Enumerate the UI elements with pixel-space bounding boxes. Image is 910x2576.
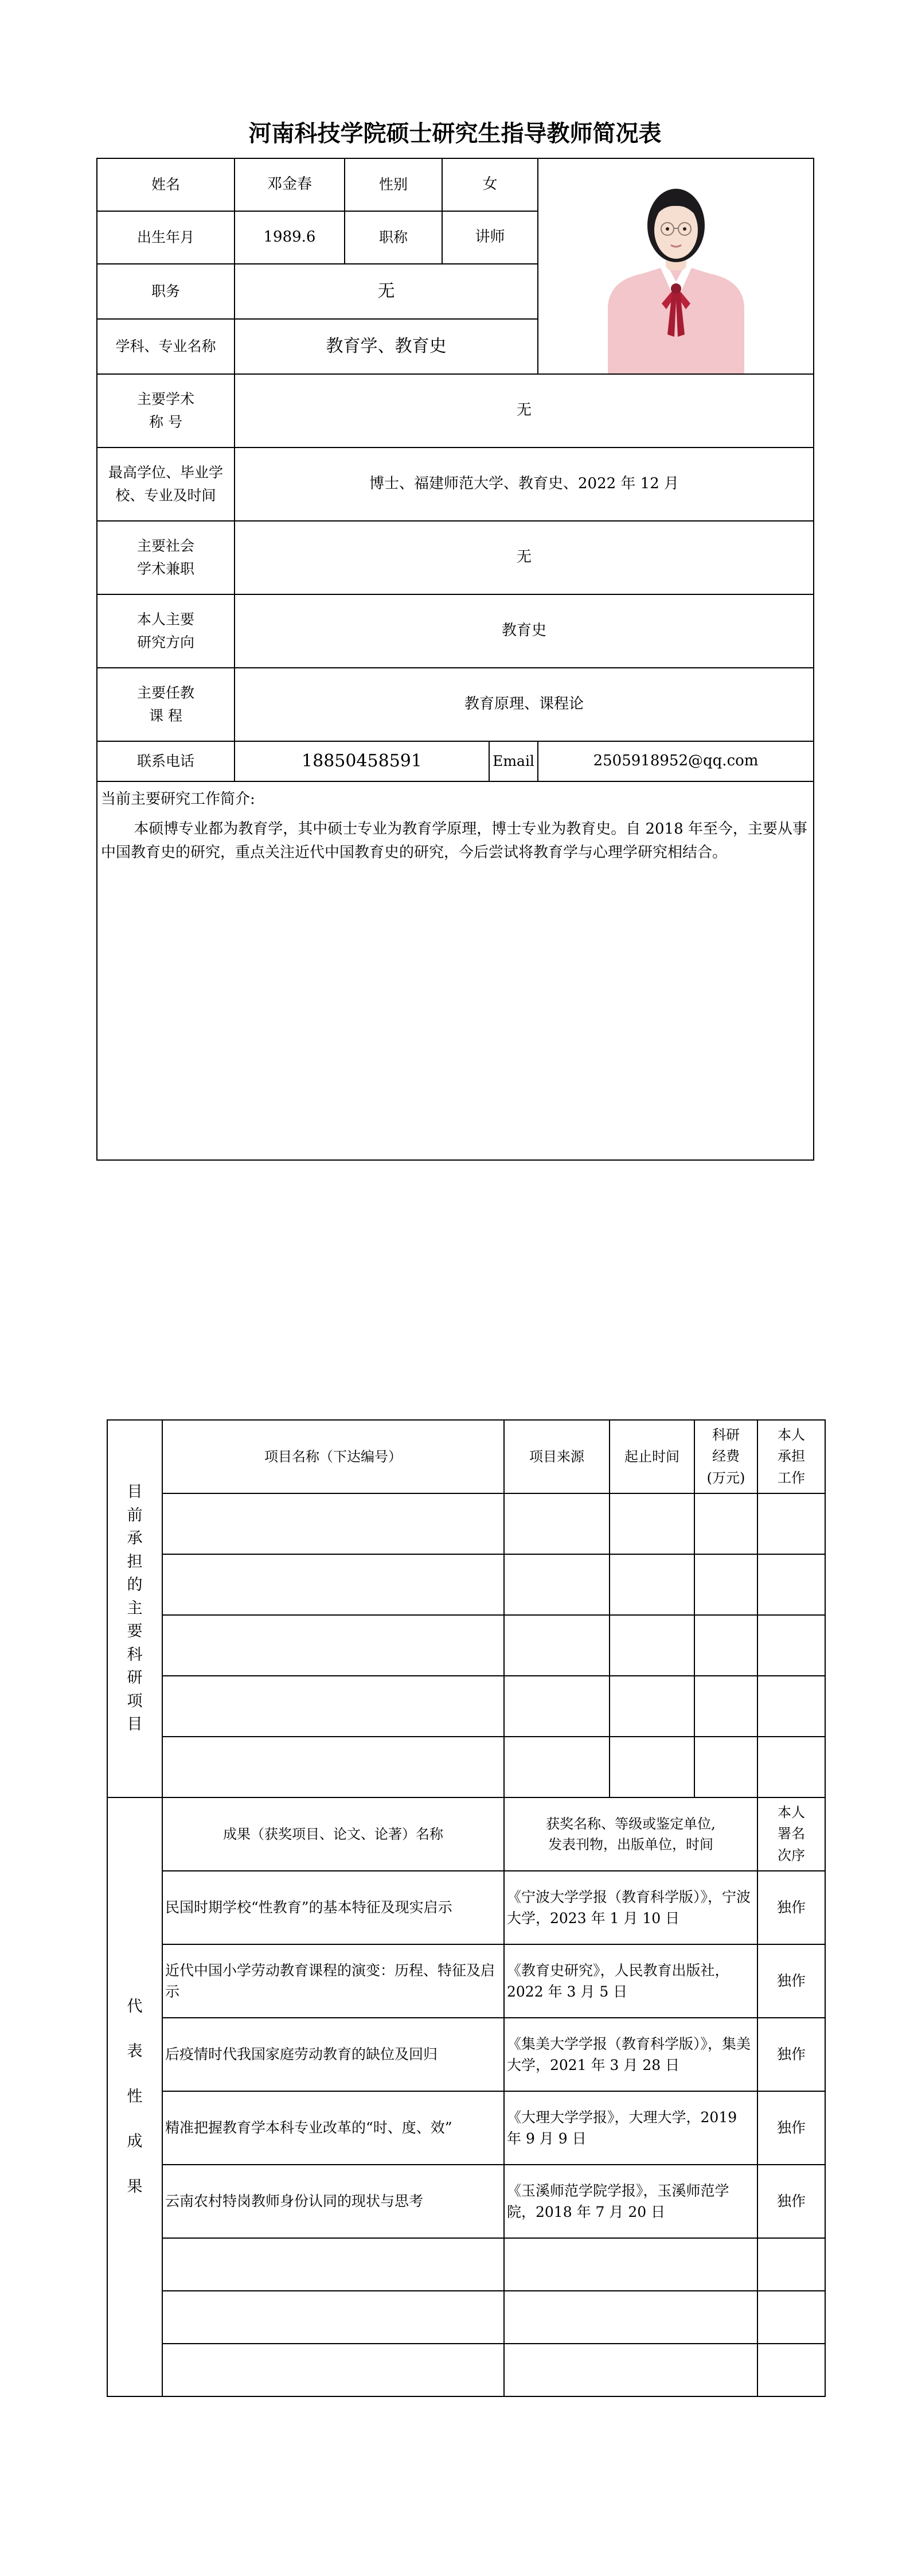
direction-label-line1: 本人主要 <box>136 611 194 628</box>
position-label: 职务 <box>97 264 235 319</box>
achievement-name: 近代中国小学劳动教育课程的演变：历程、特征及启示 <box>162 1944 504 2018</box>
degree-label <box>97 448 235 521</box>
achievement-order: 独作 <box>757 1944 825 2018</box>
projects-label-char: 目 <box>127 1715 143 1734</box>
achievement-row-empty <box>107 2344 825 2396</box>
social-value: 无 <box>235 521 814 594</box>
role-header-line: 承担 <box>778 1448 805 1465</box>
funding-header-line: (万元) <box>706 1469 745 1486</box>
achievement-detail: 《玉溪师范学院学报》，玉溪师范学院，2018 年 7 月 20 日 <box>504 2165 757 2238</box>
achievement-row <box>107 2091 825 2165</box>
role-header-line: 本人 <box>778 1427 805 1443</box>
achievement-row-empty <box>107 2238 825 2291</box>
academic-title-value: 无 <box>235 374 814 448</box>
projects-header-source: 项目来源 <box>504 1420 610 1493</box>
projects-label-char: 目 <box>127 1483 143 1501</box>
achievement-name: 后疫情时代我国家庭劳动教育的缺位及回归 <box>162 2018 504 2091</box>
achievement-name: 云南农村特岗教师身份认同的现状与思考 <box>162 2165 504 2238</box>
document-title: 河南科技学院硕士研究生指导教师简况表 <box>248 120 662 147</box>
birth-label: 出生年月 <box>97 211 235 264</box>
projects-header-funding <box>694 1420 757 1493</box>
academic-title-label <box>97 374 235 448</box>
title-value: 讲师 <box>442 211 538 264</box>
projects-section-label <box>107 1420 162 1797</box>
major-value: 教育学、教育史 <box>235 319 538 374</box>
direction-label <box>97 594 235 668</box>
project-row <box>107 1615 825 1676</box>
achievement-detail: 《宁波大学学报（教育科学版）》，宁波大学，2023 年 1 月 10 日 <box>504 1871 757 1944</box>
projects-label-char: 担 <box>127 1552 143 1571</box>
courses-value: 教育原理、课程论 <box>235 668 814 741</box>
name-value: 邓金春 <box>235 158 345 211</box>
portrait-photo <box>608 159 744 373</box>
achievement-row <box>107 1871 825 1944</box>
order-header-line: 本人 <box>778 1804 805 1821</box>
position-value: 无 <box>235 264 538 319</box>
achievement-row <box>107 2165 825 2238</box>
achievement-detail: 《教育史研究》，人民教育出版社，2022 年 3 月 5 日 <box>504 1944 757 2018</box>
projects-label-char: 要 <box>127 1622 143 1641</box>
courses-label <box>97 668 235 741</box>
projects-label-char: 主 <box>127 1599 143 1617</box>
projects-label-char: 研 <box>127 1669 143 1687</box>
direction-value: 教育史 <box>235 594 814 668</box>
detail-header-line: 发表刊物，出版单位，时间 <box>548 1836 713 1853</box>
achievements-label-char: 成 <box>127 2133 143 2151</box>
achievement-order: 独作 <box>757 1871 825 1944</box>
academic-title-label-line2: 称 号 <box>149 414 182 430</box>
achievements-section-label <box>107 1797 162 2396</box>
projects-label-char: 的 <box>127 1576 143 1594</box>
role-header-line: 工作 <box>778 1469 805 1486</box>
phone-label: 联系电话 <box>97 741 235 781</box>
achievement-row <box>107 1944 825 2018</box>
major-label: 学科、专业名称 <box>97 319 235 374</box>
project-row <box>107 1554 825 1615</box>
funding-header-line: 科研 <box>712 1427 740 1443</box>
projects-label-char: 科 <box>127 1645 143 1664</box>
order-header-line: 次序 <box>778 1847 805 1863</box>
social-label-line2: 学术兼职 <box>136 561 194 577</box>
achievements-label-char: 代 <box>127 1997 143 2015</box>
achievements-label-char: 性 <box>127 2087 143 2106</box>
achievements-header-name: 成果（获奖项目、论文、论著）名称 <box>162 1797 504 1871</box>
projects-label-char: 前 <box>127 1506 143 1524</box>
projects-label-char: 承 <box>127 1530 143 1548</box>
name-label: 姓名 <box>97 158 235 211</box>
title-label: 职称 <box>345 211 442 264</box>
research-intro-heading: 当前主要研究工作简介: <box>101 791 255 808</box>
projects-label-char: 项 <box>127 1692 143 1710</box>
gender-value: 女 <box>442 158 538 211</box>
achievement-row-empty <box>107 2291 825 2344</box>
achievement-order: 独作 <box>757 2165 825 2238</box>
achievements-header-order <box>757 1797 825 1871</box>
research-intro-text: 本硕博专业都为教育学，其中硕士专业为教育学原理，博士专业为教育史。自 2018 年至今，主要从事中国教育史的研究，重点关注近代中国教育史的研究，今后尝试将教育学与心理学研究相结合。 <box>101 820 807 862</box>
academic-title-label-line1: 主要学术 <box>136 391 194 407</box>
email-value: 2505918952@qq.com <box>538 741 814 781</box>
achievements-label-char: 果 <box>127 2177 143 2196</box>
projects-header-role <box>757 1420 825 1493</box>
social-label <box>97 521 235 594</box>
achievement-name: 精准把握教育学本科专业改革的“时、度、效” <box>162 2091 504 2165</box>
direction-label-line2: 研究方向 <box>136 634 194 651</box>
photo-cell <box>538 158 814 374</box>
order-header-line: 署名 <box>778 1826 805 1842</box>
achievement-detail: 《大理大学学报》，大理大学，2019 年 9 月 9 日 <box>504 2091 757 2165</box>
social-label-line1: 主要社会 <box>136 538 194 554</box>
achievement-order: 独作 <box>757 2018 825 2091</box>
gender-label: 性别 <box>345 158 442 211</box>
achievements-header-detail <box>504 1797 757 1871</box>
research-table <box>107 1419 826 2397</box>
project-row <box>107 1676 825 1737</box>
courses-label-line2: 课 程 <box>149 707 182 724</box>
birth-value: 1989.6 <box>235 211 345 264</box>
projects-header-name: 项目名称（下达编号） <box>162 1420 504 1493</box>
degree-value: 博士、福建师范大学、教育史、2022 年 12 月 <box>235 448 814 521</box>
funding-header-line: 经费 <box>712 1448 740 1465</box>
project-row <box>107 1493 825 1554</box>
achievement-detail: 《集美大学学报（教育科学版）》，集美大学，2021 年 3 月 28 日 <box>504 2018 757 2091</box>
email-label: Email <box>489 741 538 781</box>
project-row <box>107 1737 825 1797</box>
achievements-label-char: 表 <box>127 2042 143 2061</box>
achievement-name: 民国时期学校“性教育”的基本特征及现实启示 <box>162 1871 504 1944</box>
research-intro-cell <box>97 781 814 1160</box>
basic-info-table <box>96 158 814 1161</box>
detail-header-line: 获奖名称、等级或鉴定单位, <box>546 1816 716 1832</box>
courses-label-line1: 主要任教 <box>136 684 194 701</box>
degree-label-line2: 校、专业及时间 <box>115 487 216 504</box>
achievement-row <box>107 2018 825 2091</box>
degree-label-line1: 最高学位、毕业学 <box>108 464 223 481</box>
achievement-order: 独作 <box>757 2091 825 2165</box>
phone-value: 18850458591 <box>235 741 489 781</box>
projects-header-time: 起止时间 <box>610 1420 694 1493</box>
